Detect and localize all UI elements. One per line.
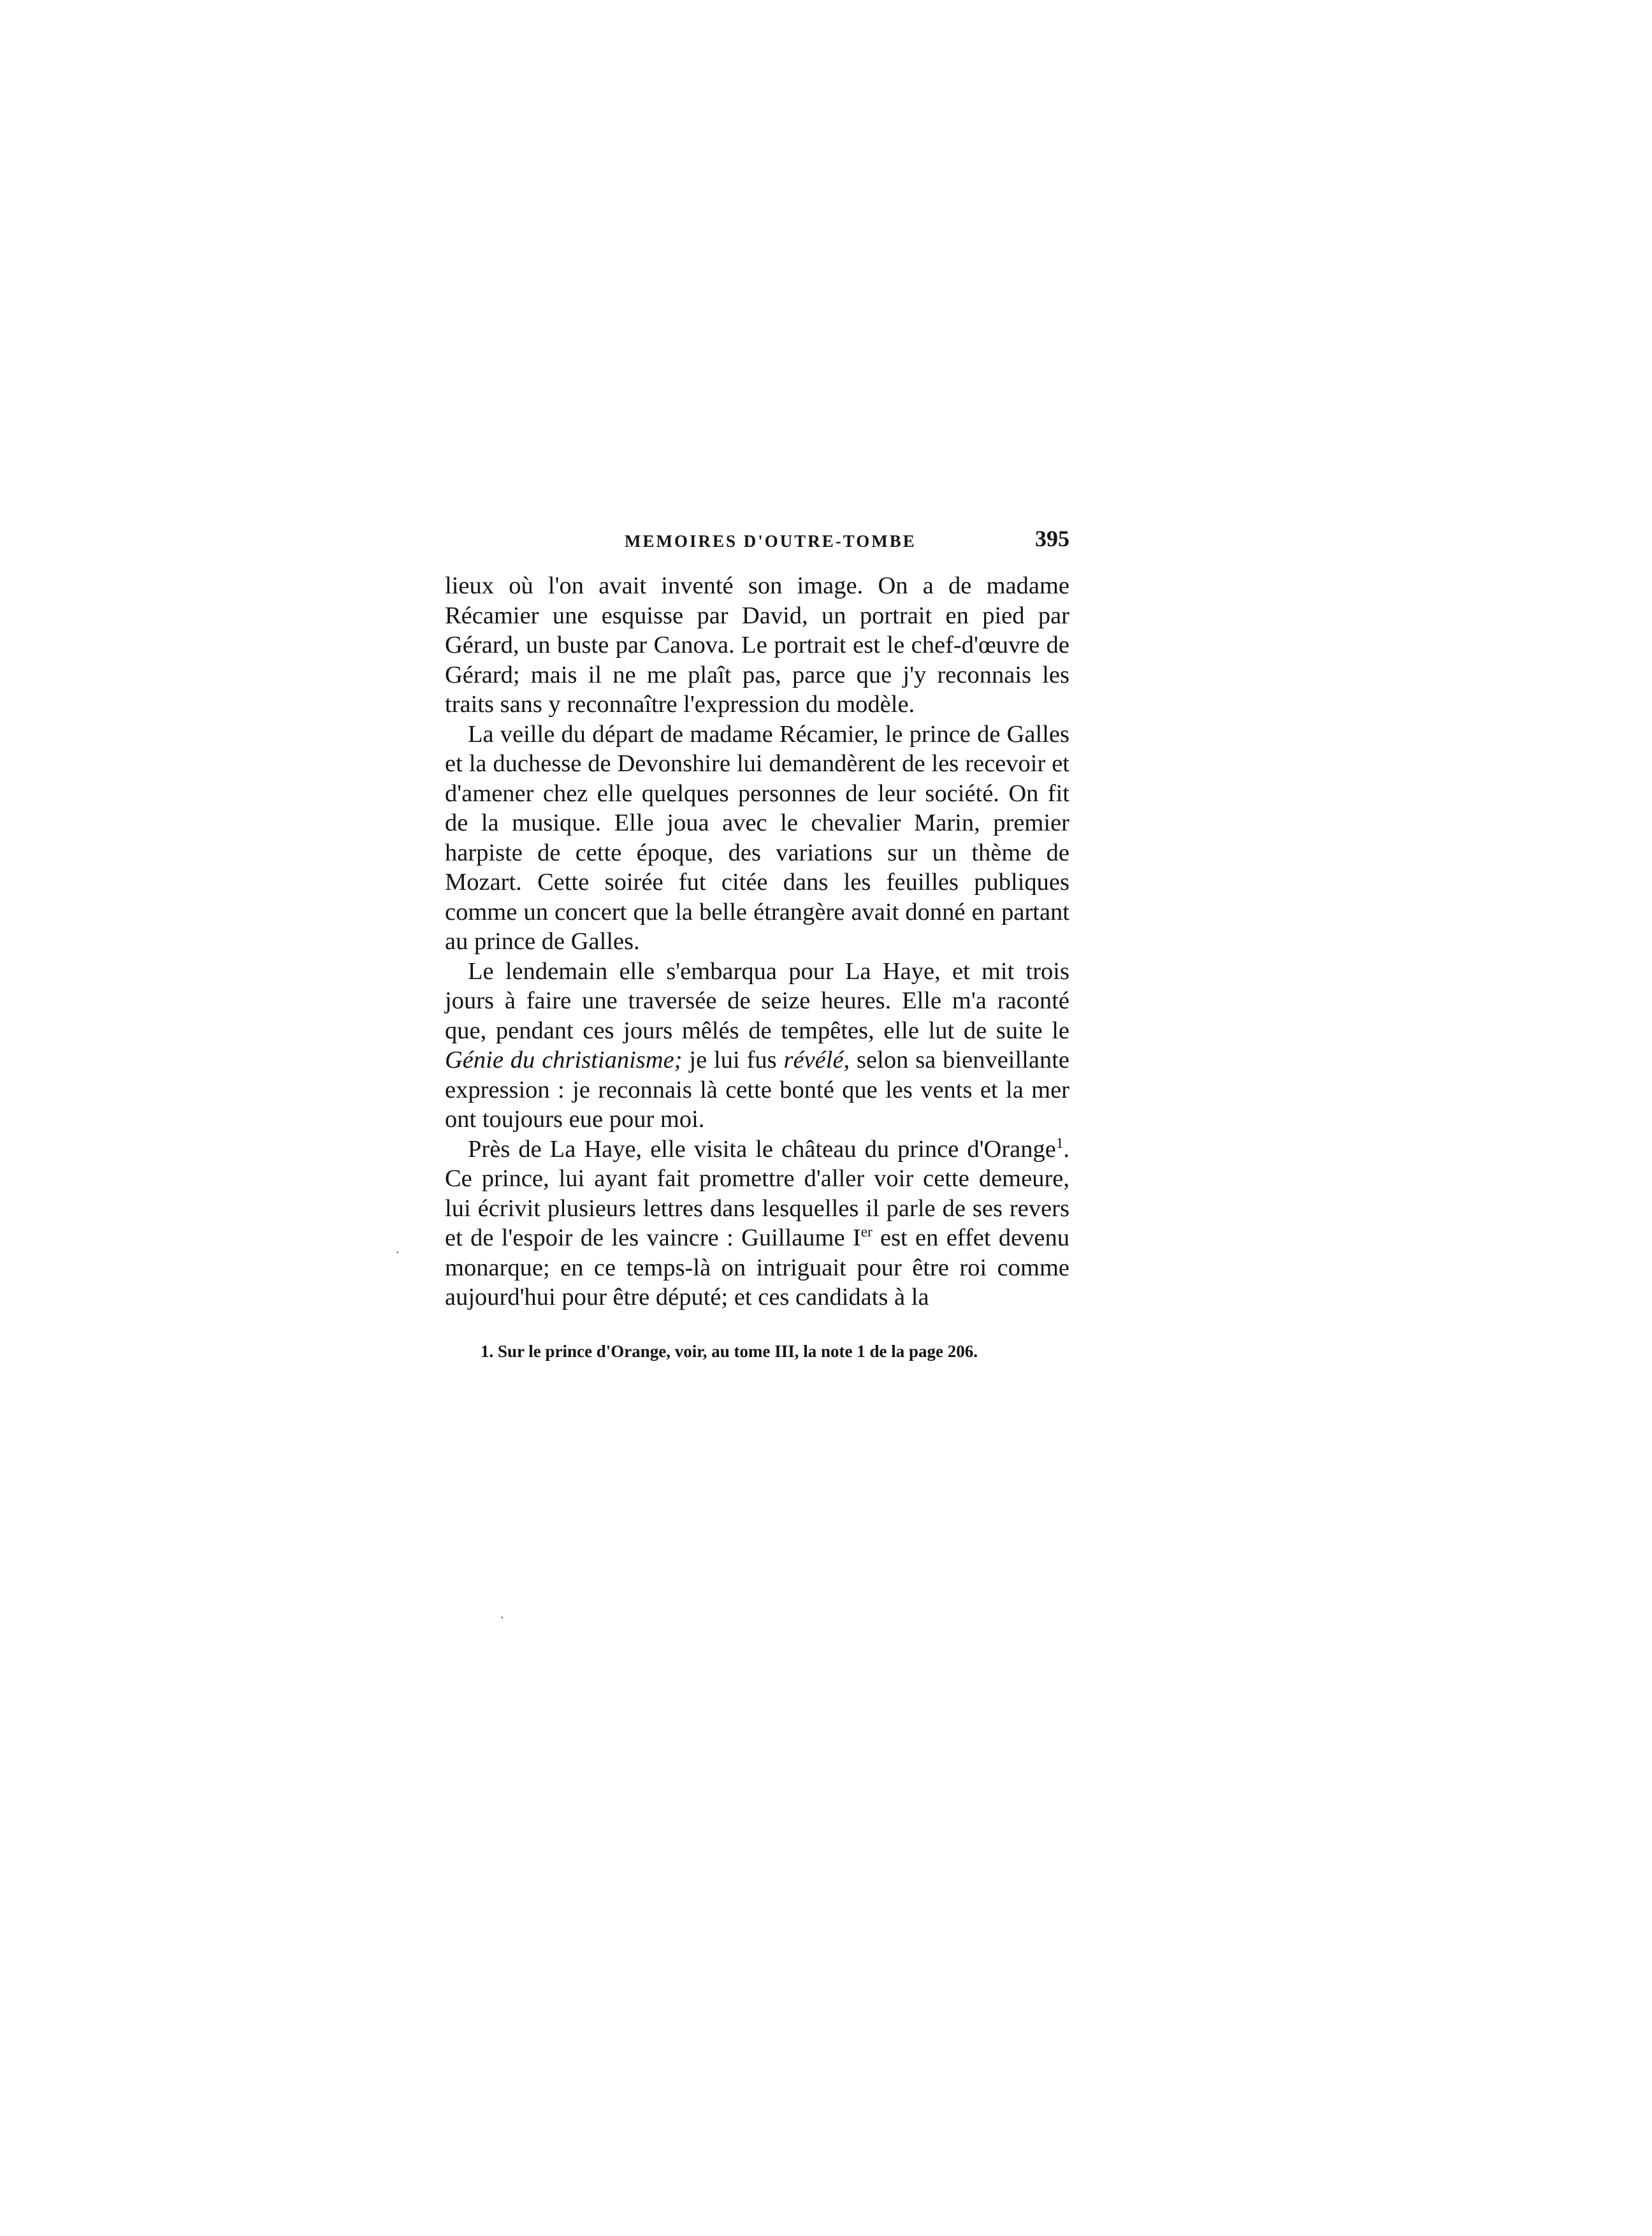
footnote: 1. Sur le prince d'Orange, voir, au tome III, la note 1 de la page 206. (481, 1341, 978, 1361)
body-text (445, 571, 1069, 1312)
paragraph-4-text-b: . Ce prince, lui ayant fait promettre d'aller voir cette demeure, lui écrivit plusieurs lettres dans lesquelles il parle de ses revers et de l'espoir de les vaincre : Guillaume I (445, 1135, 1069, 1251)
paragraph-4-text-a: Près de La Haye, elle visita le château du prince d'Orange (468, 1135, 1056, 1163)
paragraph-1: lieux où l'on avait inventé son image. On a de madame Récamier une esquisse par David, un portrait en pied par Gérard, un buste par Canova. Le portrait est le chef-d'œuvre de Gérard; mais il ne me plaît pas, parce que j'y reconnais les traits sans y reconnaître l'expression du modèle. (445, 572, 1069, 718)
ordinal-superscript: er (860, 1223, 873, 1240)
running-title: MEMOIRES D'OUTRE-TOMBE (625, 532, 917, 551)
footnote-reference: 1 (1055, 1134, 1064, 1151)
paragraph-3-text-b: je lui fus (682, 1047, 784, 1073)
scan-speck: · (500, 1609, 505, 1625)
page-number: 395 (1035, 526, 1069, 551)
paragraph-4-text-c: est en effet devenu monarque; en ce temps-là on intriguait pour être roi comme aujourd'hui pour être député; et ces candidats à la (445, 1224, 1069, 1310)
paragraph-4 (445, 1135, 1069, 1312)
emphasis-italic: révélé, (783, 1047, 850, 1073)
scan-speck: · (395, 1244, 400, 1260)
paragraph-3-text-c: selon sa bienveillante expression : je reconnais là cette bonté que les vents et la mer ont toujours eue pour moi. (445, 1047, 1069, 1133)
running-header (445, 523, 1069, 558)
book-title-italic: Génie du christianisme; (445, 1047, 683, 1073)
book-page (445, 523, 1069, 1362)
paragraph-3-text-a: Le lendemain elle s'embarqua pour La Haye, et mit trois jours à faire une traversée de seize heures. Elle m'a raconté que, pendant ces jours mêlés de tempêtes, elle lut de suite le (445, 957, 1069, 1044)
paragraph-3 (445, 957, 1069, 1135)
paragraph-2: La veille du départ de madame Récamier, le prince de Galles et la duchesse de Devonshire lui demandèrent de les recevoir et d'amener chez elle quelques personnes de leur société. On fit de la musique. Elle joua avec le chevalier Marin, premier harpiste de cette époque, des variations sur un thème de Mozart. Cette soirée fut citée dans les feuilles publiques comme un concert que la belle étrangère avait donné en partant au prince de Galles. (445, 720, 1069, 955)
